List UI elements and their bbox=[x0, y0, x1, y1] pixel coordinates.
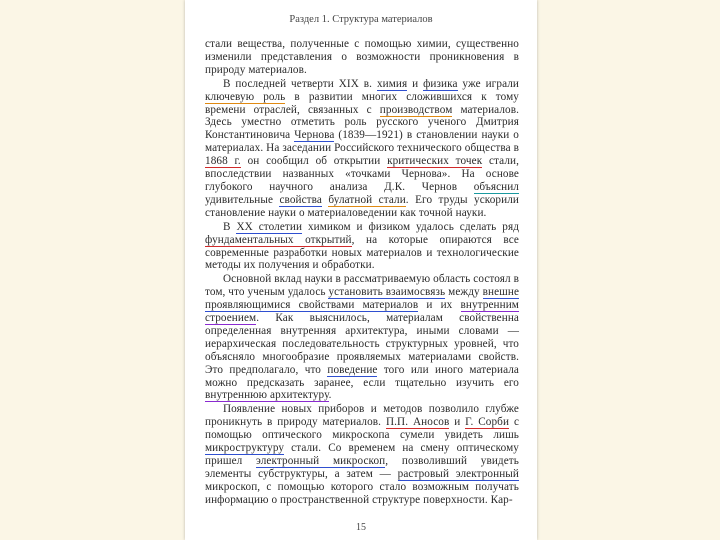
highlight-blue: электронный микроскоп bbox=[256, 455, 386, 467]
text: (1839—1921) в становлении науки о материалах. На заседании Российского технического общества в bbox=[205, 129, 519, 155]
text: того или иного материала можно предсказать заранее, если тщательно изучить его bbox=[205, 363, 519, 389]
highlight-purple: внутреннюю архитектуру bbox=[205, 389, 329, 402]
highlight-blue: Чернова bbox=[294, 129, 335, 142]
highlight-blue: растровый электронный bbox=[397, 467, 519, 480]
paragraph-2 bbox=[205, 78, 519, 220]
text: . Как выяснилось, материалам свойственна определенная внутренняя архитектура, иными словами — иерархическая последовательность структурных уровней, что объясняло многообразие проявляемых материалами свойств. Это предполагало, что bbox=[205, 312, 519, 376]
highlight-red: П.П. Аносов bbox=[385, 416, 450, 429]
text: В последней четверти XIX в. bbox=[223, 77, 377, 90]
text: микроскоп, с помощью которого стало возможным получать информацию о пространственной структуре поверхности. Кар- bbox=[205, 480, 519, 506]
paragraph-3 bbox=[205, 221, 519, 273]
book-page bbox=[185, 0, 537, 540]
highlight-red: 1868 г. bbox=[205, 155, 241, 168]
page-number: 15 bbox=[356, 522, 366, 533]
text: и bbox=[449, 416, 466, 429]
text: стали, впоследствии названных «точками Чернова». На основе глубокого научного анализа Д.К. Чернов bbox=[205, 155, 519, 193]
text: между bbox=[445, 286, 483, 299]
highlight-blue: свойства bbox=[279, 193, 322, 206]
text: и их bbox=[418, 299, 461, 312]
highlight-orange: производством bbox=[379, 103, 453, 116]
highlight-red: Г. Сорби bbox=[465, 416, 510, 429]
text: стали вещества, полученные с помощью химии, существенно изменили представления о возможности проникновения в природу материалов. bbox=[205, 38, 519, 76]
text: стали. Со временем на смену оптическому пришел bbox=[205, 442, 519, 467]
highlight-blue: физика bbox=[423, 77, 458, 90]
text: , на которые опираются все современные разработки новых материалов и технологические методы их получения и обработки. bbox=[205, 233, 519, 272]
highlight-blue: установить взаимосвязь bbox=[328, 286, 446, 299]
highlight-blue: поведение bbox=[327, 363, 378, 376]
highlight-blue: внешне проявляющимися свойствами материалов bbox=[205, 286, 520, 312]
text: уже играли bbox=[457, 77, 520, 90]
text: В bbox=[223, 220, 237, 233]
text: Появление новых приборов и методов позволило глубже проникнуть в природу материалов. bbox=[205, 403, 519, 429]
text: с помощью оптического микроскопа сумели увидеть лишь bbox=[205, 416, 520, 442]
highlight-red: фундаментальных открытий bbox=[205, 233, 352, 246]
highlight-orange: булатной стали bbox=[328, 193, 406, 206]
text: . bbox=[328, 389, 332, 402]
highlight-blue: XX столетии bbox=[236, 220, 303, 233]
highlight-purple: внутренним строением bbox=[205, 299, 519, 325]
text: в развитии многих сложившихся к тому времени отраслей, связанных с bbox=[205, 90, 519, 116]
text: материалов. Здесь уместно отметить роль русского ученого Дмитрия Константиновича bbox=[205, 103, 519, 142]
highlight-blue: микроструктуру bbox=[205, 442, 285, 455]
text: . Его труды ускорили становление науки о материаловедении как точной науки. bbox=[205, 193, 519, 219]
paragraph-1 bbox=[205, 38, 519, 77]
text: и bbox=[407, 77, 424, 90]
text: , позволивший увидеть элементы субструктуры, а затем — bbox=[205, 455, 519, 480]
running-header: Раздел 1. Структура материалов bbox=[289, 14, 433, 25]
highlight-blue: химия bbox=[376, 77, 408, 90]
text: удивительные bbox=[205, 193, 280, 206]
text: химиком и физиком удалось сделать ряд bbox=[302, 220, 520, 233]
highlight-teal: объяснил bbox=[473, 180, 519, 193]
highlight-orange: ключевую роль bbox=[205, 90, 286, 103]
paragraph-5 bbox=[205, 403, 519, 506]
page-body bbox=[205, 38, 519, 507]
highlight-red: критических точек bbox=[387, 155, 483, 168]
text: он сообщил об открытии bbox=[240, 155, 388, 168]
paragraph-4 bbox=[205, 273, 519, 402]
text: Основной вклад науки в рассматриваемую область состоял в том, что ученым удалось bbox=[205, 273, 519, 299]
